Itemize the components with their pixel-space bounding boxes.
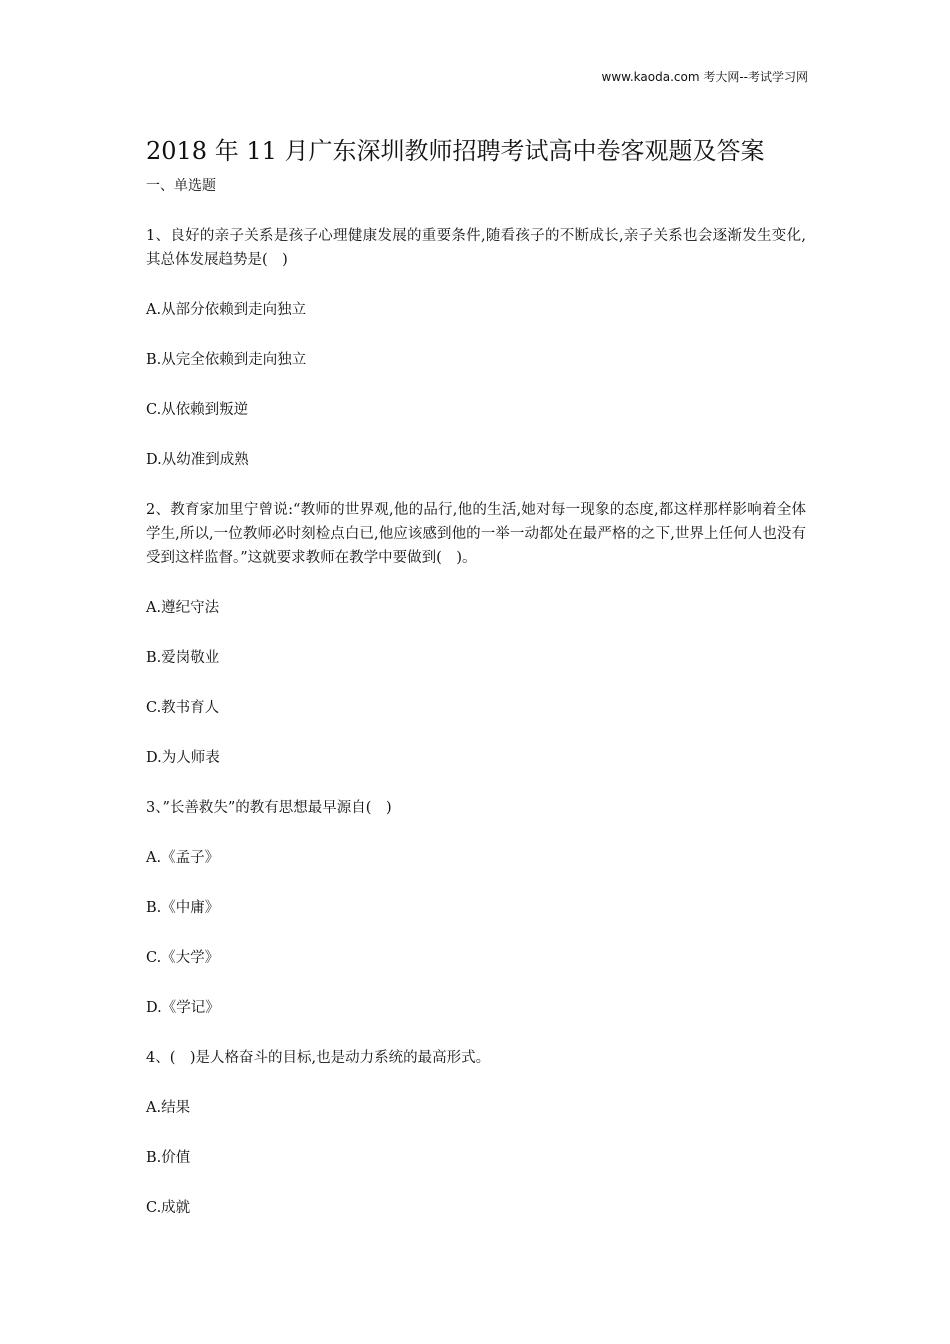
- option-b: B.价值: [146, 1150, 191, 1166]
- question-list: [146, 224, 806, 1246]
- option-a: A.结果: [146, 1100, 191, 1116]
- option-d: D.从幼准到成熟: [146, 452, 249, 468]
- option-a: A.从部分依赖到走向独立: [146, 302, 307, 318]
- section-heading: 一、单选题: [146, 178, 216, 194]
- option-c: C.成就: [146, 1200, 191, 1216]
- option-d: D.《学记》: [146, 1000, 220, 1016]
- option-a: A.遵纪守法: [146, 600, 220, 616]
- option-c: C.《大学》: [146, 950, 220, 966]
- question-stem: 4、( )是人格奋斗的目标,也是动力系统的最高形式。: [146, 1050, 491, 1066]
- question-stem: 3、”长善救失”的教有思想最早源自( ): [146, 800, 392, 816]
- option-b: B.从完全依赖到走向独立: [146, 352, 307, 368]
- option-c: C.教书育人: [146, 700, 220, 716]
- option-c: C.从依赖到叛逆: [146, 402, 249, 418]
- question-stem: 1、良好的亲子关系是孩子心理健康发展的重要条件,随看孩子的不断成长,亲子关系也会逐渐发生变化,其总体发展趋势是( ): [146, 228, 806, 268]
- document-title: 2018 年 11 月广东深圳教师招聘考试高中卷客观题及答案: [146, 137, 765, 165]
- option-d: D.为人师表: [146, 750, 220, 766]
- site-header: www.kaoda.com 考大网--考试学习网: [601, 70, 808, 84]
- option-b: B.《中庸》: [146, 900, 220, 916]
- question-stem: 2、教育家加里宁曾说:“教师的世界观,他的品行,他的生活,她对每一现象的态度,都这样那样影响着全体学生,所以,一位教师必时刻检点白已,他应该感到他的一举一动都处在最严格的之下,世界上任何人也没有受到这样监督。”这就要求教师在教学中要做到( )。: [146, 502, 806, 566]
- option-b: B.爱岗敬业: [146, 650, 220, 666]
- question-4: [146, 1046, 806, 1220]
- question-3: [146, 796, 806, 1020]
- option-a: A.《孟子》: [146, 850, 220, 866]
- question-2: [146, 498, 806, 770]
- question-1: [146, 224, 806, 472]
